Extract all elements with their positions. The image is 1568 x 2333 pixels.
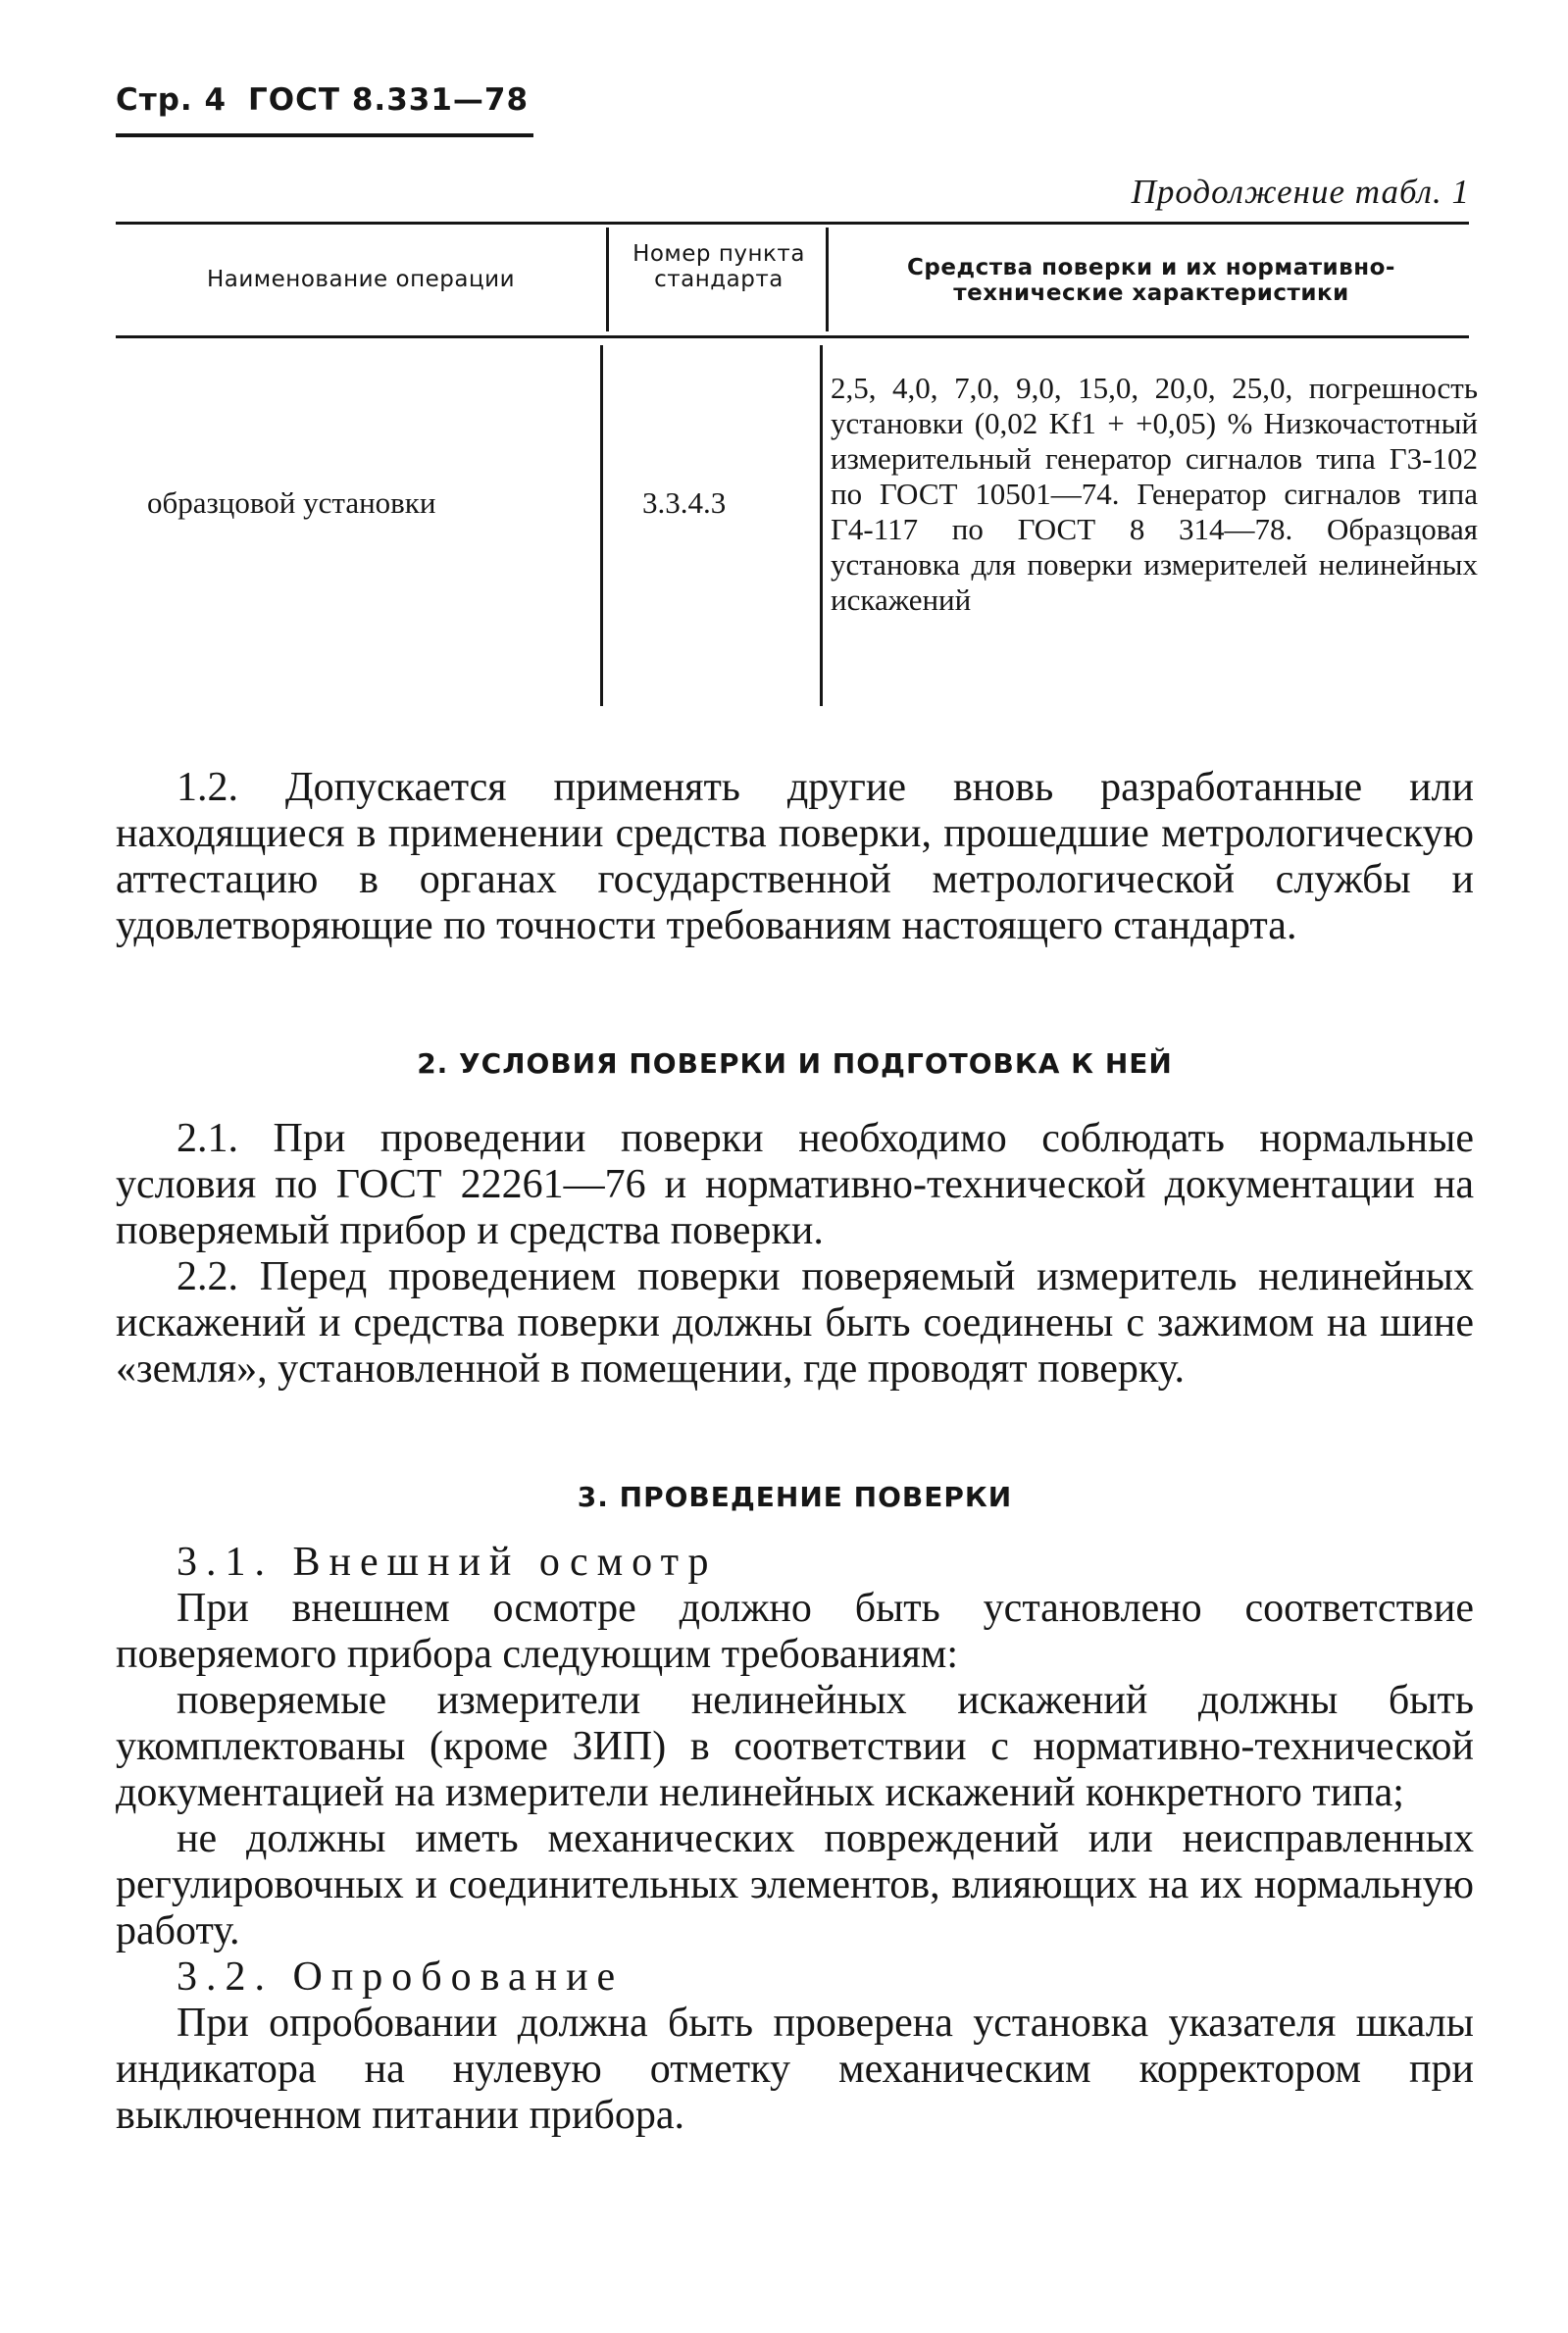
section-2-body xyxy=(116,1116,1474,1393)
section-2-heading: 2. УСЛОВИЯ ПОВЕРКИ И ПОДГОТОВКА К НЕЙ xyxy=(417,1047,1173,1080)
paragraph-3-1-b: поверяемые измерители нелинейных искажений должны быть укомплектованы (кроме ЗИП) в соответствии с нормативно-технической документацией на измерители нелинейных искажений конкретного типа; xyxy=(116,1678,1474,1815)
section-3-body xyxy=(116,1540,1474,2139)
paragraph-2-2: 2.2. Перед проведением поверки поверяемый измеритель нелинейных искажений и средства поверки должны быть соединены с зажимом на шине «земля», установленной в помещении, где проводят поверку. xyxy=(116,1254,1474,1392)
subsection-3-1-title: 3.1. Внешний осмотр xyxy=(177,1540,718,1585)
paragraph-3-2-a: При опробовании должна быть проверена установка указателя шкалы индикатора на нулевую отметку механическим корректором при выключенном питании прибора. xyxy=(116,2001,1474,2138)
table-divider-2 xyxy=(826,228,829,331)
table-divider-1-body xyxy=(600,345,603,706)
paragraph-1-2: 1.2. Допускается применять другие вновь разработанные или находящиеся в применении средства поверки, прошедшие метрологическую аттестацию в органах государственной метрологической службы и удовлетворяющие по точности требованиям настоящего стандарта. xyxy=(116,765,1474,948)
standard-number: ГОСТ 8.331—78 xyxy=(248,82,530,118)
table-header-rule xyxy=(116,335,1469,338)
paragraph-3-1-a: При внешнем осмотре должно быть установлено соответствие поверяемого прибора следующим требованиям: xyxy=(116,1586,1474,1677)
running-header xyxy=(116,82,537,118)
table-cell-means: 2,5, 4,0, 7,0, 9,0, 15,0, 20,0, 25,0, погрешность установки (0,02 Kf1 + +0,05) % Низкочастотный измерительный генератор сигналов типа Г3-102 по ГОСТ 10501—74. Генератор сигналов типа Г4-117 по ГОСТ 8 314—78. Образцовая установка для поверки измерителей нелинейных искажений xyxy=(831,371,1478,617)
paragraph-3-1-c: не должны иметь механических повреждений или неисправленных регулировочных и соединительных элементов, влияющих на их нормальную работу. xyxy=(116,1816,1474,1953)
header-rule xyxy=(116,133,533,137)
table-divider-2-body xyxy=(820,345,823,706)
table-divider-1 xyxy=(606,228,609,331)
table-continuation-caption: Продолжение табл. 1 xyxy=(1131,173,1470,211)
column-header-means: Средства поверки и их нормативно-технические характеристики xyxy=(907,255,1395,306)
section-3-heading: 3. ПРОВЕДЕНИЕ ПОВЕРКИ xyxy=(577,1481,1013,1513)
table-cell-clause: 3.3.4.3 xyxy=(642,485,727,520)
column-header-clause: Номер пункта стандарта xyxy=(632,241,805,292)
paragraph-2-1: 2.1. При проведении поверки необходимо соблюдать нормальные условия по ГОСТ 22261—76 и нормативно-технической документации на поверяемый прибор и средства поверки. xyxy=(116,1116,1474,1253)
table-cell-operation: образцовой установки xyxy=(147,485,436,520)
subsection-3-2-title: 3.2. Опробование xyxy=(177,1954,625,2000)
table-top-rule xyxy=(116,222,1469,225)
page-label: Стр. 4 xyxy=(116,82,228,118)
column-header-operation: Наименование операции xyxy=(206,267,516,292)
